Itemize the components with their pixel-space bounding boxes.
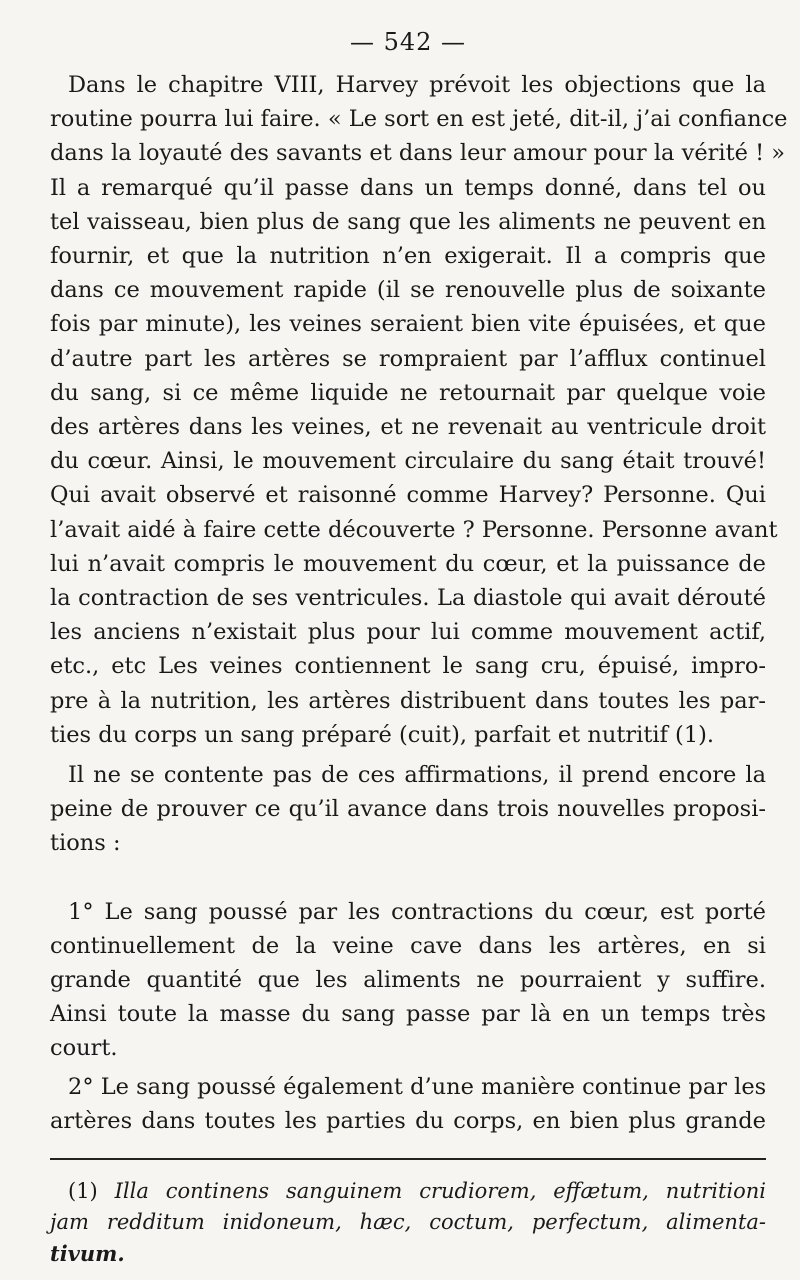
text-line: des artères dans les veines, et ne revenait au ventricule droit xyxy=(50,414,766,441)
text-line: routine pourra lui faire. « Le sort en est jeté, dit-il, j’ai confiance xyxy=(50,106,788,133)
text-line: dans ce mouvement rapide (il se renouvelle plus de soixante xyxy=(50,277,766,304)
text-line: ties du corps un sang préparé (cuit), parfait et nutritif (1). xyxy=(50,721,715,748)
text-line: pre à la nutrition, les artères distribuent dans toutes les par- xyxy=(50,687,766,714)
proposition-2 xyxy=(50,1070,766,1138)
text-line: Qui avait observé et raisonné comme Harvey? Personne. Qui xyxy=(50,482,766,509)
footnote-line: jam redditum inidoneum, hæc, coctum, perfectum, alimenta- xyxy=(50,1210,766,1235)
footnote xyxy=(50,1176,766,1269)
footnote-line: tivum. xyxy=(50,1241,125,1267)
text-line: la contraction de ses ventricules. La diastole qui avait dérouté xyxy=(50,585,766,612)
proposition-1 xyxy=(50,895,766,1066)
text-line: d’autre part les artères se rompraient par l’afflux continuel xyxy=(50,345,766,372)
text-line: Il a remarqué qu’il passe dans un temps donné, dans tel ou xyxy=(50,174,766,201)
footnote-rule xyxy=(50,1158,766,1160)
footnote-marker: (1) xyxy=(68,1179,98,1204)
text-line: tel vaisseau, bien plus de sang que les aliments ne peuvent en xyxy=(50,208,766,235)
text-line: du sang, si ce même liquide ne retournait par quelque voie xyxy=(50,379,766,406)
text-line: court. xyxy=(50,1035,118,1062)
page-number: — 542 — xyxy=(349,28,467,56)
text-line: fournir, et que la nutrition n’en exigerait. Il a compris que xyxy=(50,243,766,270)
text-line: lui n’avait compris le mouvement du cœur, et la puissance de xyxy=(50,550,766,577)
text-line: Dans le chapitre VIII, Harvey prévoit les objections que la xyxy=(68,72,766,98)
paragraph-gap xyxy=(50,861,766,895)
book-page xyxy=(50,28,788,1269)
paragraph-1-cont xyxy=(50,102,788,752)
text-line: l’avait aidé à faire cette découverte ? Personne. Personne avant xyxy=(50,516,778,543)
text-line: artères dans toutes les parties du corps, en bien plus grande xyxy=(50,1107,766,1134)
paragraph-2 xyxy=(50,758,766,861)
text-line: Ainsi toute la masse du sang passe par là en un temps très xyxy=(50,1001,766,1028)
text-line: fois par minute), les veines seraient bien vite épuisées, et que xyxy=(50,311,766,338)
paragraph-1 xyxy=(50,68,766,102)
text-line: du cœur. Ainsi, le mouvement circulaire du sang était trouvé! xyxy=(50,448,766,475)
text-line: etc., etc Les veines contiennent le sang cru, épuisé, impro- xyxy=(50,653,766,680)
footnote-text: Illa continens sanguinem crudiorem, effætum, nutritioni xyxy=(114,1179,766,1204)
text-line: continuellement de la veine cave dans les artères, en si xyxy=(50,932,766,959)
text-line: dans la loyauté des savants et dans leur amour pour la vérité ! » xyxy=(50,140,786,167)
text-line: tions : xyxy=(50,830,121,857)
text-line: peine de prouver ce qu’il avance dans trois nouvelles proposi- xyxy=(50,796,766,823)
text-line: les anciens n’existait plus pour lui comme mouvement actif, xyxy=(50,619,766,646)
footnote-line xyxy=(50,1176,766,1207)
text-line: grande quantité que les aliments ne pourraient y suffire. xyxy=(50,967,766,994)
text-line: Il ne se contente pas de ces affirmations, il prend encore la xyxy=(68,762,766,789)
text-line: 1° Le sang poussé par les contractions du cœur, est porté xyxy=(68,898,766,925)
text-line: 2° Le sang poussé également d’une manière continue par les xyxy=(68,1073,767,1100)
